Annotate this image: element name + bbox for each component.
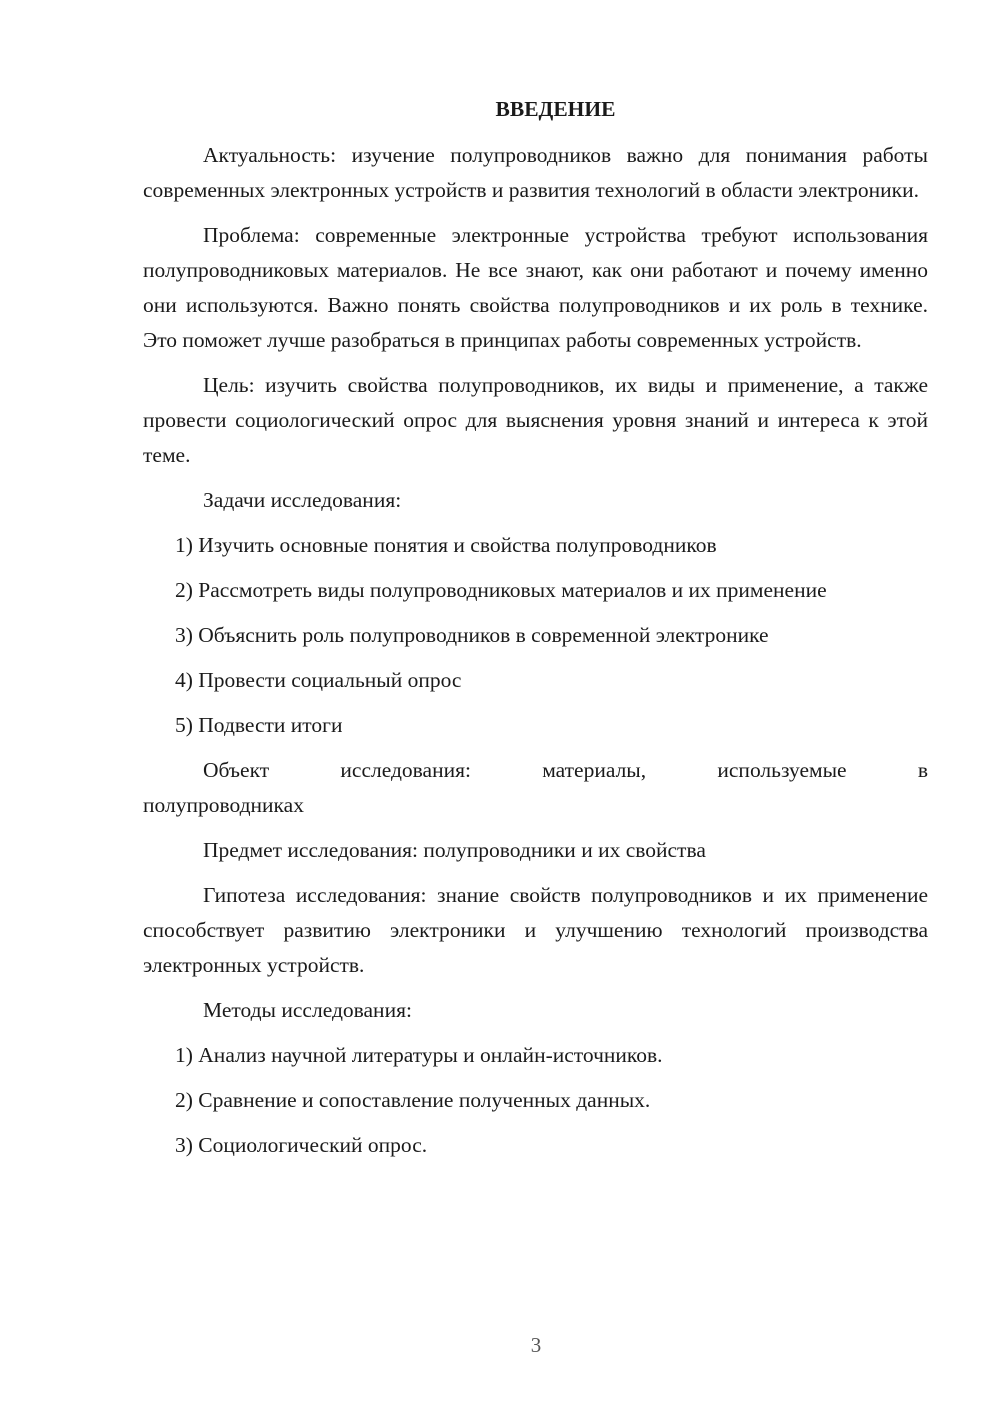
task-item: 1) Изучить основные понятия и свойства полупроводников <box>175 533 717 557</box>
task-item: 2) Рассмотреть виды полупроводниковых материалов и их применение <box>175 578 827 602</box>
goal-paragraph: Цель: изучить свойства полупроводников, их виды и применение, а также провести социологический опрос для выяснения уровня знаний и интереса к этой теме. <box>143 373 928 467</box>
task-item: 4) Провести социальный опрос <box>175 668 462 692</box>
task-item: 3) Объяснить роль полупроводников в современной электронике <box>175 623 769 647</box>
relevance-paragraph: Актуальность: изучение полупроводников важно для понимания работы современных электронных устройств и развития технологий в области электроники. <box>143 143 928 202</box>
method-item: 3) Социологический опрос. <box>175 1133 428 1157</box>
object-line-2: полупроводниках <box>143 793 304 817</box>
page-number: 3 <box>530 1333 542 1357</box>
methods-list <box>143 1038 928 1163</box>
hypothesis-paragraph: Гипотеза исследования: знание свойств полупроводников и их применение способствует развитию электроники и улучшению технологий производства электронных устройств. <box>143 883 928 977</box>
problem-paragraph: Проблема: современные электронные устройства требуют использования полупроводниковых материалов. Не все знают, как они работают и почему именно они используются. Важно понять свойства полупроводников и их роль в технике. Это поможет лучше разобраться в принципах работы современных устройств. <box>143 223 928 352</box>
tasks-list <box>143 528 928 743</box>
method-item: 2) Сравнение и сопоставление полученных данных. <box>175 1088 651 1112</box>
document-title: ВВЕДЕНИЕ <box>495 97 616 121</box>
method-item: 1) Анализ научной литературы и онлайн-источников. <box>175 1043 663 1067</box>
task-item: 5) Подвести итоги <box>175 713 343 737</box>
document-body <box>143 92 928 1173</box>
subject-paragraph: Предмет исследования: полупроводники и их свойства <box>203 838 706 862</box>
tasks-heading: Задачи исследования: <box>203 488 402 512</box>
object-line-1: Объект исследования: материалы, используемые в <box>203 758 928 782</box>
methods-heading: Методы исследования: <box>203 998 412 1022</box>
